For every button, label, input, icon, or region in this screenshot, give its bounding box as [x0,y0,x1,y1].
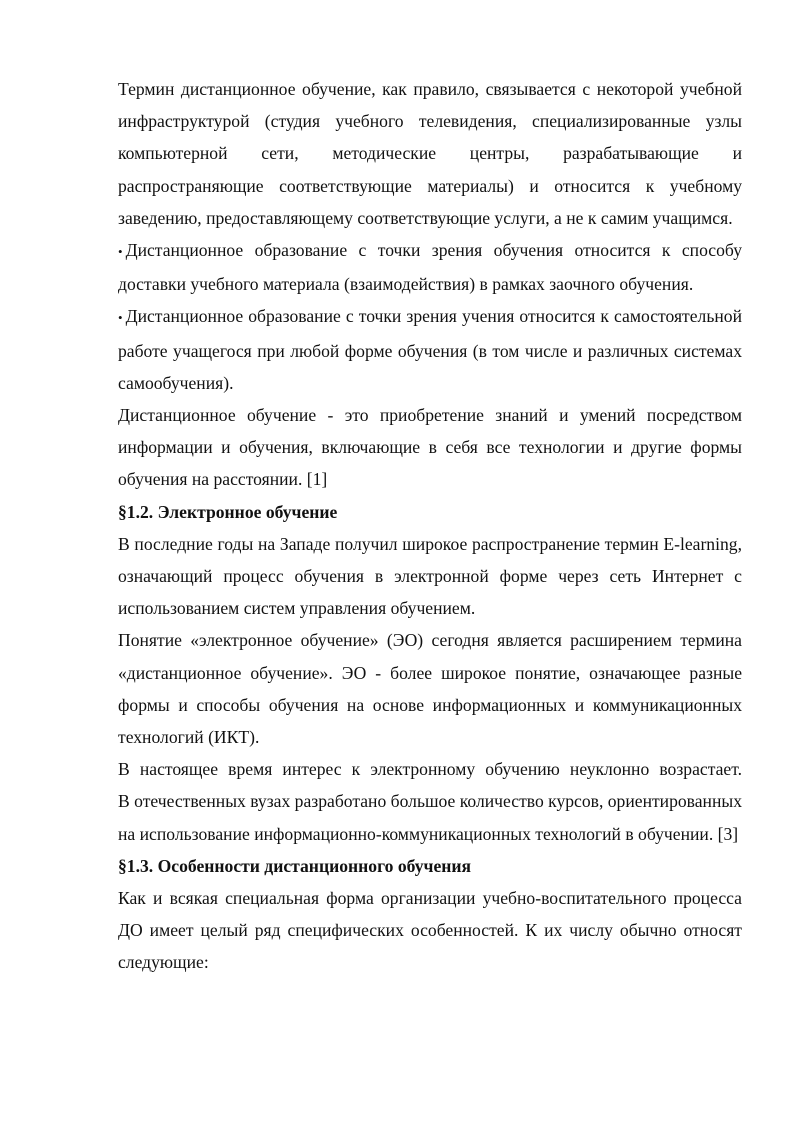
section-heading-features: §1.3. Особенности дистанционного обучения [118,855,472,876]
paragraph-distance-learning-term: Термин дистанционное обучение, как правило, связывается с некоторой учебной инфраструктурой (студия учебного телевидения, специализированные узлы компьютерной сети, методические центры, разрабатывающие и распространяющие соответствующие материалы) и относится к учебному заведению, предоставляющему соответствующие услуги, а не к самим учащимся. [118,79,742,228]
paragraph-e-learning-term: В последние годы на Западе получил широкое распространение термин E-learning, означающий процесс обучения в электронной форме через сеть Интернет с использованием систем управления обучением. [118,533,742,619]
paragraph-features-intro: Как и всякая специальная форма организации учебно-воспитательного процесса ДО имеет целый ряд специфических особенностей. К их числу обычно относят следующие: [118,888,742,973]
bullet-icon: • [118,310,123,326]
paragraph-interest: В настоящее время интерес к электронному обучению неуклонно возрастает. [118,759,742,780]
paragraph-definition: Дистанционное обучение - это приобретение знаний и умений посредством информации и обучения, включающие в себя все технологии и другие формы обучения на расстоянии. [1] [118,405,742,490]
document-page [118,73,742,979]
paragraph-e-learning-concept: Понятие «электронное обучение» (ЭО) сегодня является расширением термина «дистанционное обучение». ЭО - более широкое понятие, означающее разные формы и способы обучения на основе информационных и коммуникационных технологий (ИКТ). [118,630,742,748]
paragraph-courses: В отечественных вузах разработано большое количество курсов, ориентированных на использование информационно-коммуникационных технологий в обучении. [3] [118,791,743,844]
bullet-text: Дистанционное образование с точки зрения учения относится к самостоятельной работе учащегося при любой форме обучения (в том числе и различных системах самообучения). [118,306,742,393]
bullet-icon: • [118,244,123,260]
bullet-item-self-study [118,300,742,399]
bullet-text: Дистанционное образование с точки зрения обучения относится к способу доставки учебного материала (взаимодействия) в рамках заочного обучения. [118,240,742,295]
section-heading-e-learning: §1.2. Электронное обучение [118,501,338,522]
bullet-item-delivery [118,234,742,300]
